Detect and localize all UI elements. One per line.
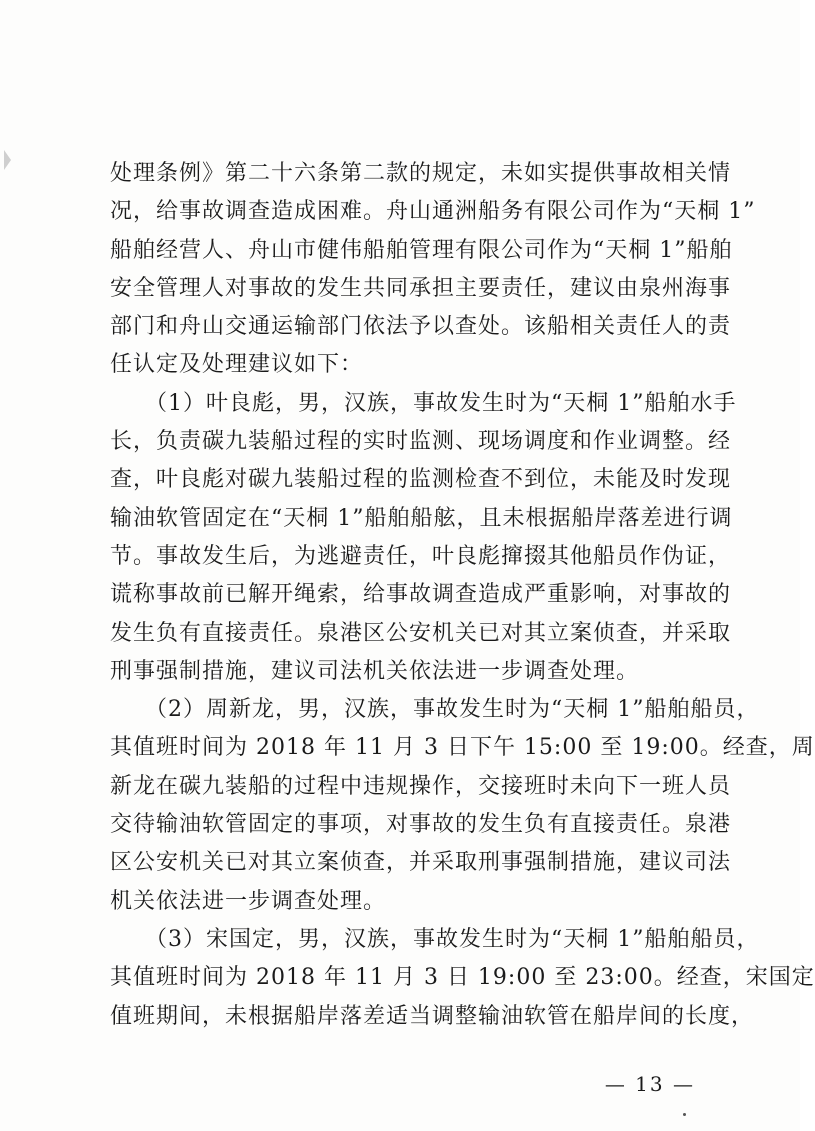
- text-line: 处理条例》第二十六条第二款的规定，未如实提供事故相关情: [110, 161, 732, 186]
- text-line: 刑事强制措施，建议司法机关依法进一步调查处理。: [110, 658, 640, 684]
- text-line: 新龙在碳九装船的过程中违规操作，交接班时未向下一班人员: [110, 773, 732, 799]
- text-line: 机关依法进一步调查处理。: [110, 888, 387, 914]
- text-line: 发生负有直接责任。泉港区公安机关已对其立案侦查，并采取: [110, 620, 732, 646]
- text-line: （2）周新龙，男，汉族，事故发生时为“天桐 1”船舶船员，: [110, 697, 760, 723]
- body-text: [110, 155, 815, 1036]
- page-number: — 13 —: [604, 1072, 695, 1096]
- scan-speck: [683, 1113, 686, 1116]
- text-line: （3）宋国定，男，汉族，事故发生时为“天桐 1”船舶船员，: [110, 926, 760, 952]
- page-edge-mark: [4, 150, 11, 170]
- text-line: 值班期间，未根据船岸落差适当调整输油软管在船岸间的长度，: [110, 1003, 755, 1029]
- text-line: 况，给事故调查造成困难。舟山通洲船务有限公司作为“天桐 1”: [110, 199, 756, 225]
- text-line: 查，叶良彪对碳九装船过程的监测检查不到位，未能及时发现: [110, 467, 732, 493]
- text-line: 交待输油软管固定的事项，对事故的发生负有直接责任。泉港: [110, 812, 732, 838]
- text-line: 谎称事故前已解开绳索，给事故调查造成严重影响，对事故的: [110, 582, 732, 608]
- text-line: 任认定及处理建议如下：: [110, 352, 364, 378]
- text-line: 安全管理人对事故的发生共同承担主要责任，建议由泉州海事: [110, 275, 732, 301]
- text-line: 部门和舟山交通运输部门依法予以查处。该船相关责任人的责: [110, 314, 732, 340]
- text-line: 船舶经营人、舟山市健伟船舶管理有限公司作为“天桐 1”船舶: [110, 237, 733, 263]
- text-line: 长，负责碳九装船过程的实时监测、现场调度和作业调整。经: [110, 429, 732, 455]
- text-line: 区公安机关已对其立案侦查，并采取刑事强制措施，建议司法: [110, 850, 732, 876]
- text-line: （1）叶良彪，男，汉族，事故发生时为“天桐 1”船舶水手: [110, 390, 737, 416]
- text-line: 其值班时间为 2018 年 11 月 3 日 19:00 至 23:00。经查，宋国定: [110, 965, 815, 991]
- text-line: 其值班时间为 2018 年 11 月 3 日下午 15:00 至 19:00。经查，周: [110, 735, 815, 761]
- text-line: 输油软管固定在“天桐 1”船舶船舷，且未根据船岸落差进行调: [110, 505, 733, 531]
- text-line: 节。事故发生后，为逃避责任，叶良彪撺掇其他船员作伪证，: [110, 543, 732, 569]
